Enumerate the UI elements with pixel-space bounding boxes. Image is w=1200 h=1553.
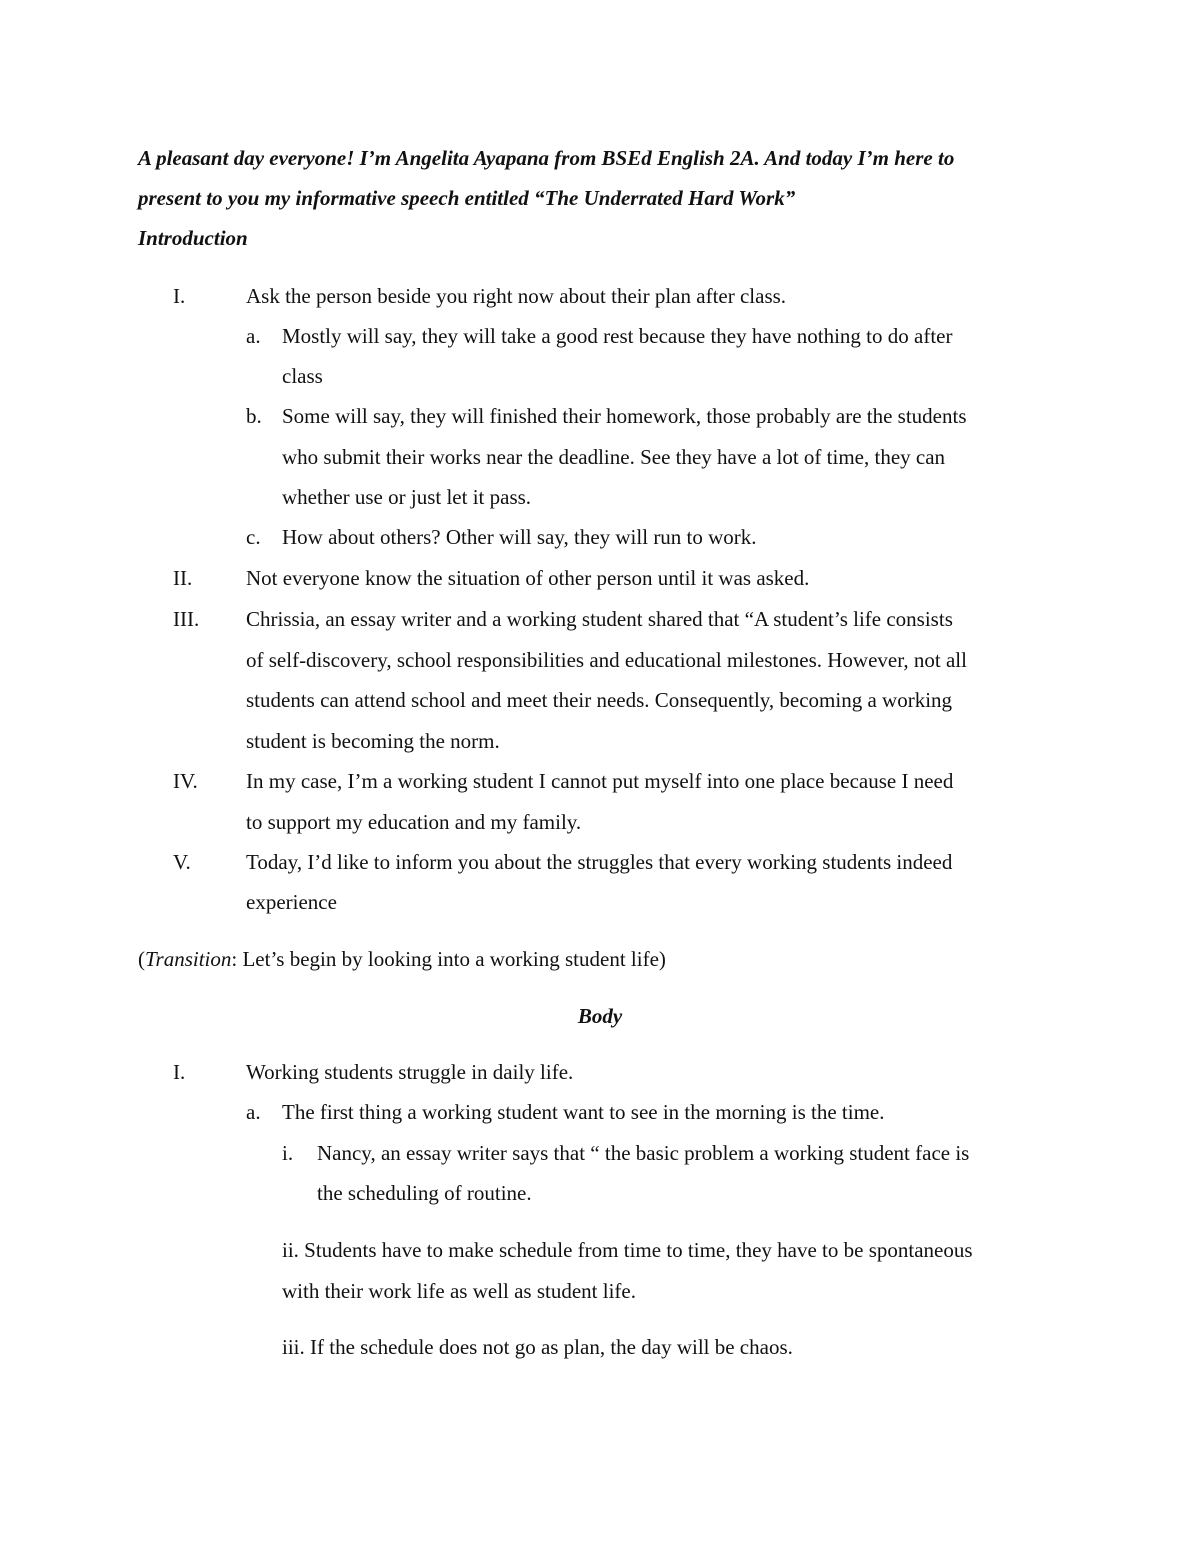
introduction-heading: Introduction [138,226,248,250]
intro-item-3-line-1: Chrissia, an essay writer and a working student shared that “A student’s life consists [246,607,953,631]
body-item-1-line-1: Working students struggle in daily life. [246,1060,574,1084]
intro-numeral-1: I. [173,284,186,308]
transition-note [138,946,666,972]
intro-item-3-line-2: of self-discovery, school responsibilities and educational milestones. However, not all [246,648,967,672]
intro-item-2-line-1: Not everyone know the situation of other person until it was asked. [246,566,810,590]
transition-text: : Let’s begin by looking into a working student life) [231,947,666,971]
body-sub-a-line-1: The first thing a working student want to see in the morning is the time. [282,1100,885,1124]
intro-sub-c-line-1: How about others? Other will say, they will run to work. [282,525,757,549]
intro-sub-a-marker: a. [246,324,261,348]
intro-item-4-line-1: In my case, I’m a working student I cannot put myself into one place because I need [246,769,954,793]
body-numeral-1: I. [173,1060,186,1084]
transition-label: Transition [145,947,232,971]
intro-sub-a-line-1: Mostly will say, they will take a good rest because they have nothing to do after [282,324,953,348]
intro-item-3-line-4: student is becoming the norm. [246,729,500,753]
intro-item-3-line-3: students can attend school and meet their needs. Consequently, becoming a working [246,688,953,712]
body-sub-a-marker: a. [246,1100,261,1124]
intro-item-4-line-2: to support my education and my family. [246,810,582,834]
body-sub-iii-line-1: iii. If the schedule does not go as plan, the day will be chaos. [282,1335,793,1359]
body-sub-ii-line-2: with their work life as well as student life. [282,1279,636,1303]
transition-open-paren: ( [138,947,145,971]
intro-item-5-line-1: Today, I’d like to inform you about the struggles that every working students indeed [246,850,953,874]
intro-item-5-line-2: experience [246,890,337,914]
intro-item-1-line-1: Ask the person beside you right now about their plan after class. [246,284,787,308]
body-sub-i-line-2: the scheduling of routine. [317,1181,532,1205]
intro-numeral-5: V. [173,850,191,874]
opening-line-2: present to you my informative speech entitled “The Underrated Hard Work” [138,186,796,210]
intro-sub-b-line-2: who submit their works near the deadline. See they have a lot of time, they can [282,445,946,469]
body-sub-ii-line-1: ii. Students have to make schedule from time to time, they have to be spontaneous [282,1238,973,1262]
intro-sub-a-line-2: class [282,364,323,388]
body-heading: Body [577,1004,623,1028]
intro-numeral-3: III. [173,607,200,631]
intro-numeral-4: IV. [173,769,198,793]
opening-line-1: A pleasant day everyone! I’m Angelita Ayapana from BSEd English 2A. And today I’m here to [138,146,955,170]
intro-sub-b-line-3: whether use or just let it pass. [282,485,532,509]
intro-sub-c-marker: c. [246,525,261,549]
body-sub-i-line-1: Nancy, an essay writer says that “ the basic problem a working student face is [317,1141,970,1165]
body-sub-i-marker: i. [282,1141,294,1165]
intro-numeral-2: II. [173,566,193,590]
intro-sub-b-line-1: Some will say, they will finished their homework, those probably are the students [282,404,967,428]
intro-sub-b-marker: b. [246,404,262,428]
